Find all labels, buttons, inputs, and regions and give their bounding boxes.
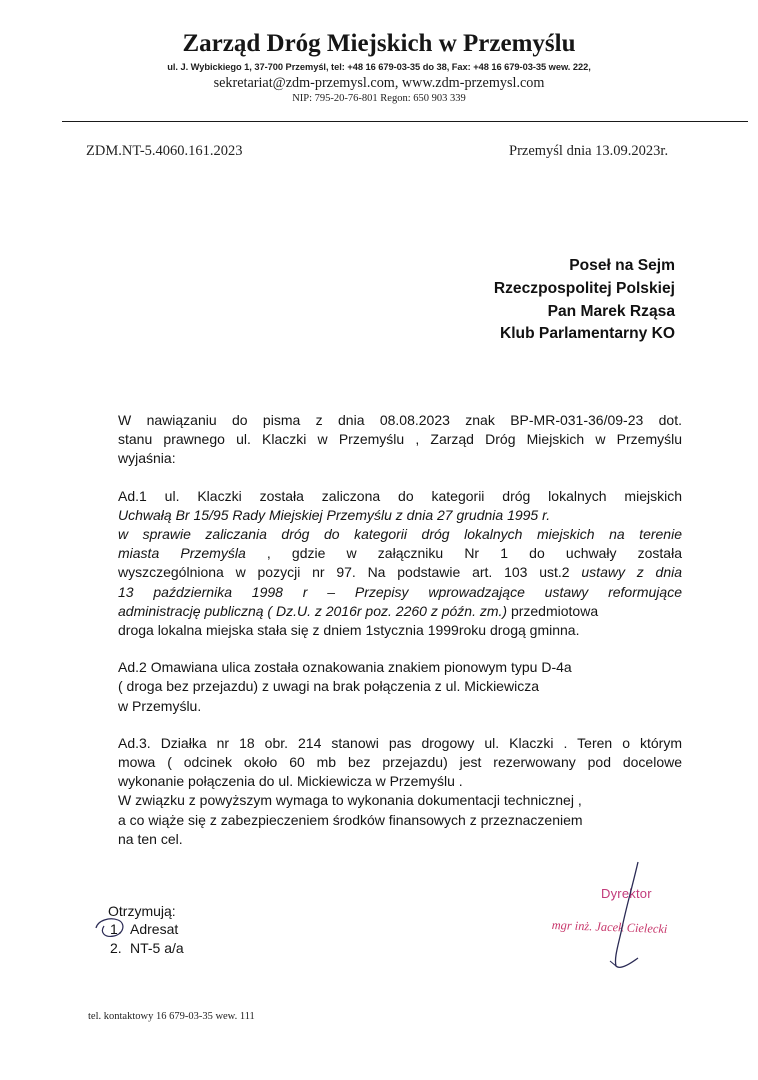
handwritten-circle-mark xyxy=(92,914,132,940)
recipient-line: Pan Marek Rząsa xyxy=(547,302,675,320)
distribution-heading: Otrzymują: xyxy=(108,903,176,919)
body-text-fragment: przedmiotowa xyxy=(507,602,599,619)
header-divider xyxy=(62,121,748,122)
body-line: Ad.1 ul. Klaczki została zaliczona do kategorii dróg lokalnych miejskich xyxy=(118,487,682,504)
body-line: a co wiąże się z zabezpieczeniem środków finansowych z przeznaczeniem xyxy=(118,811,583,828)
body-line xyxy=(118,544,682,563)
body-line: W nawiązaniu do pisma z dnia 08.08.2023 znak BP-MR-031-36/09-23 dot. xyxy=(118,412,682,428)
recipient-line: Poseł na Sejm xyxy=(569,257,675,274)
director-name-stamp: mgr inż. Jacek Cielecki xyxy=(551,918,668,937)
body-line: na ten cel. xyxy=(118,830,183,847)
act-title: administrację publiczną ( Dz.U. z 2016r poz. 2260 z późn. zm.) xyxy=(118,602,508,619)
address-line: ul. J. Wybickiego 1, 37-700 Przemyśl, tel: +48 16 679-03-35 do 38, Fax: +48 16 679-03-35 wew. 222, xyxy=(167,62,591,72)
recipient-line: Rzeczpospolitej Polskiej xyxy=(493,279,675,297)
body-line: droga lokalna miejska stała się z dniem 1stycznia 1999roku drogą gminna. xyxy=(118,622,580,639)
act-title: ustawy z dnia xyxy=(581,564,683,581)
contact-footer: tel. kontaktowy 16 679-03-35 wew. 111 xyxy=(88,1011,255,1022)
body-line: stanu prawnego ul. Klaczki w Przemyślu , Zarząd Dróg Miejskich w Przemyślu xyxy=(118,431,682,448)
nip-regon-line: NIP: 795-20-76-801 Regon: 650 903 339 xyxy=(292,93,466,104)
recipient-line: Klub Parlamentarny KO xyxy=(499,325,675,343)
body-line xyxy=(118,583,682,602)
body-line: Ad.2 Omawiana ulica została oznakowania znakiem pionowym typu D-4a xyxy=(118,659,572,676)
body-text-fragment: , gdzie w załączniku Nr 1 do uchwały została xyxy=(245,545,682,562)
body-line: mowa ( odcinek około 60 mb bez przejazdu) jest rezerwowany pod docelowe xyxy=(118,754,682,771)
body-line: ( droga bez przejazdu) z uwagi na brak połączenia z ul. Mickiewicza xyxy=(118,678,539,695)
director-title: Dyrektor xyxy=(601,886,652,901)
item-number: 1. xyxy=(110,921,122,937)
paragraph-ad3 xyxy=(118,734,682,849)
place-and-date: Przemyśl dnia 13.09.2023r. xyxy=(509,143,669,159)
resolution-subject-end: miasta Przemyśla xyxy=(118,545,246,562)
body-line xyxy=(118,602,682,621)
item-text: Adresat xyxy=(130,921,179,937)
item-text: NT-5 a/a xyxy=(130,939,184,956)
intro-paragraph xyxy=(118,411,682,469)
letter-body xyxy=(118,411,682,849)
organization-name: Zarząd Dróg Miejskich w Przemyślu xyxy=(182,30,576,57)
act-title: 13 października 1998 r – Przepisy wprowadzające ustawy reformujące xyxy=(118,583,682,600)
paragraph-ad1 xyxy=(118,487,682,641)
resolution-subject: w sprawie zaliczania dróg do kategorii dróg lokalnych miejskich na terenie xyxy=(118,526,682,543)
body-line: W związku z powyższym wymaga to wykonania dokumentacji technicznej , xyxy=(118,792,582,809)
body-line xyxy=(118,506,682,525)
email-website-line: sekretariat@zdm-przemysl.com, www.zdm-przemysl.com xyxy=(213,75,545,91)
body-line xyxy=(118,563,682,582)
body-line: wykonanie połączenia do ul. Mickiewicza w Przemyślu . xyxy=(118,773,463,790)
recipient-block xyxy=(494,255,675,346)
resolution-title: Uchwałą Br 15/95 Rady Miejskiej Przemyślu z dnia 27 grudnia 1995 r. xyxy=(118,506,551,523)
body-line: wyjaśnia: xyxy=(118,450,176,467)
document-reference: ZDM.NT-5.4060.161.2023 xyxy=(86,143,243,159)
body-line: w Przemyślu. xyxy=(118,697,202,714)
body-text-fragment: wyszczególniona w pozycji nr 97. Na podstawie art. 103 ust.2 xyxy=(118,564,582,581)
item-number: 2. xyxy=(110,939,122,956)
body-line xyxy=(118,525,682,544)
paragraph-ad2 xyxy=(118,658,682,716)
distribution-item xyxy=(110,939,184,958)
handwritten-signature xyxy=(580,858,670,973)
body-line: Ad.3. Działka nr 18 obr. 214 stanowi pas drogowy ul. Klaczki . Teren o którym xyxy=(118,734,682,751)
